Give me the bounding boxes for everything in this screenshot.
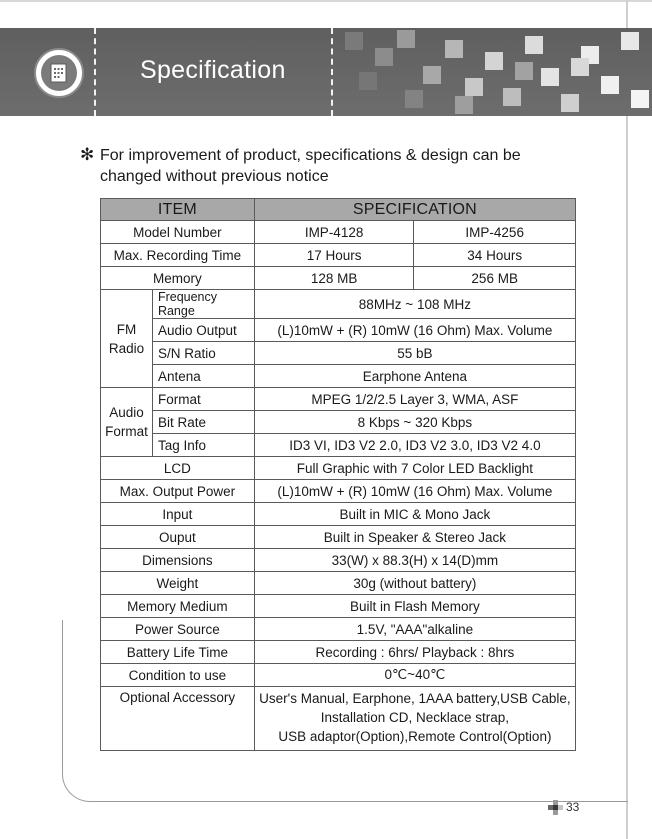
row-label: LCD bbox=[101, 457, 255, 480]
row-label: Frequency Range bbox=[152, 290, 254, 319]
row-label: Optional Accessory bbox=[101, 687, 255, 751]
row-label: Memory bbox=[101, 267, 255, 290]
row-value: MPEG 1/2/2.5 Layer 3, WMA, ASF bbox=[254, 388, 575, 411]
item-header: ITEM bbox=[101, 199, 255, 221]
row-value: ID3 VI, ID3 V2 2.0, ID3 V2 3.0, ID3 V2 4.0 bbox=[254, 434, 575, 457]
row-label: Ouput bbox=[101, 526, 255, 549]
row-value: 55 bB bbox=[254, 342, 575, 365]
page-marker-icon bbox=[548, 800, 564, 816]
table-row bbox=[101, 549, 576, 572]
document-icon bbox=[34, 48, 84, 98]
row-value: Earphone Antena bbox=[254, 365, 575, 388]
table-row bbox=[101, 595, 576, 618]
notice-text bbox=[80, 144, 521, 187]
row-value: Built in Flash Memory bbox=[254, 595, 575, 618]
row-label: Battery Life Time bbox=[101, 641, 255, 664]
row-label: Input bbox=[101, 503, 255, 526]
fm-radio-group-label: FM Radio bbox=[101, 290, 153, 388]
banner-dash-right bbox=[331, 28, 333, 116]
row-value: Full Graphic with 7 Color LED Backlight bbox=[254, 457, 575, 480]
spec-header: SPECIFICATION bbox=[254, 199, 575, 221]
row-label: Max. Recording Time bbox=[101, 244, 255, 267]
table-row bbox=[101, 572, 576, 595]
row-value: (L)10mW + (R) 10mW (16 Ohm) Max. Volume bbox=[254, 319, 575, 342]
row-value: Built in MIC & Mono Jack bbox=[254, 503, 575, 526]
notice-line-1: For improvement of product, specifications & design can be bbox=[100, 147, 521, 164]
row-value: 0℃~40℃ bbox=[254, 664, 575, 687]
row-label: Memory Medium bbox=[101, 595, 255, 618]
table-row bbox=[101, 480, 576, 503]
page-number: 33 bbox=[566, 800, 580, 814]
row-value-b: IMP-4256 bbox=[414, 221, 576, 244]
page-frame-curve bbox=[62, 620, 628, 802]
header-banner bbox=[0, 28, 652, 116]
table-row bbox=[101, 221, 576, 244]
row-value: Recording : 6hrs/ Playback : 8hrs bbox=[254, 641, 575, 664]
table-row bbox=[101, 244, 576, 267]
row-label: Power Source bbox=[101, 618, 255, 641]
row-value: 88MHz ~ 108 MHz bbox=[254, 290, 575, 319]
table-row bbox=[101, 290, 576, 319]
row-label: S/N Ratio bbox=[152, 342, 254, 365]
row-label: Format bbox=[152, 388, 254, 411]
row-label: Weight bbox=[101, 572, 255, 595]
row-label: Tag Info bbox=[152, 434, 254, 457]
row-value-a: 128 MB bbox=[254, 267, 414, 290]
banner-dash-left bbox=[94, 28, 96, 116]
row-value: 1.5V, "AAA"alkaline bbox=[254, 618, 575, 641]
row-label: Bit Rate bbox=[152, 411, 254, 434]
row-value-b: 256 MB bbox=[414, 267, 576, 290]
page-title: Specification bbox=[140, 56, 286, 84]
row-label: Model Number bbox=[101, 221, 255, 244]
table-row bbox=[101, 457, 576, 480]
table-header-row bbox=[101, 199, 576, 221]
table-row bbox=[101, 503, 576, 526]
table-row bbox=[101, 388, 576, 411]
row-value-b: 34 Hours bbox=[414, 244, 576, 267]
table-row bbox=[101, 365, 576, 388]
row-label: Condition to use bbox=[101, 664, 255, 687]
row-value: 30g (without battery) bbox=[254, 572, 575, 595]
banner-mosaic bbox=[335, 28, 652, 116]
top-rule bbox=[0, 0, 652, 2]
table-row bbox=[101, 342, 576, 365]
row-value-a: 17 Hours bbox=[254, 244, 414, 267]
asterisk-icon: ✻ bbox=[80, 145, 95, 164]
audio-format-group-label: Audio Format bbox=[101, 388, 153, 457]
table-row bbox=[101, 319, 576, 342]
row-value: 8 Kbps ~ 320 Kbps bbox=[254, 411, 575, 434]
row-label: Antena bbox=[152, 365, 254, 388]
row-label: Dimensions bbox=[101, 549, 255, 572]
table-row bbox=[101, 526, 576, 549]
table-row bbox=[101, 411, 576, 434]
row-value-a: IMP-4128 bbox=[254, 221, 414, 244]
row-label: Max. Output Power bbox=[101, 480, 255, 503]
table-row bbox=[101, 267, 576, 290]
row-value: 33(W) x 88.3(H) x 14(D)mm bbox=[254, 549, 575, 572]
notice-line-2: changed without previous notice bbox=[100, 168, 329, 185]
row-value: (L)10mW + (R) 10mW (16 Ohm) Max. Volume bbox=[254, 480, 575, 503]
row-value: User's Manual, Earphone, 1AAA battery,USB Cable, Installation CD, Necklace strap, USB adaptor(Option),Remote Control(Option) bbox=[254, 687, 575, 751]
row-label: Audio Output bbox=[152, 319, 254, 342]
row-value: Built in Speaker & Stereo Jack bbox=[254, 526, 575, 549]
table-row bbox=[101, 434, 576, 457]
